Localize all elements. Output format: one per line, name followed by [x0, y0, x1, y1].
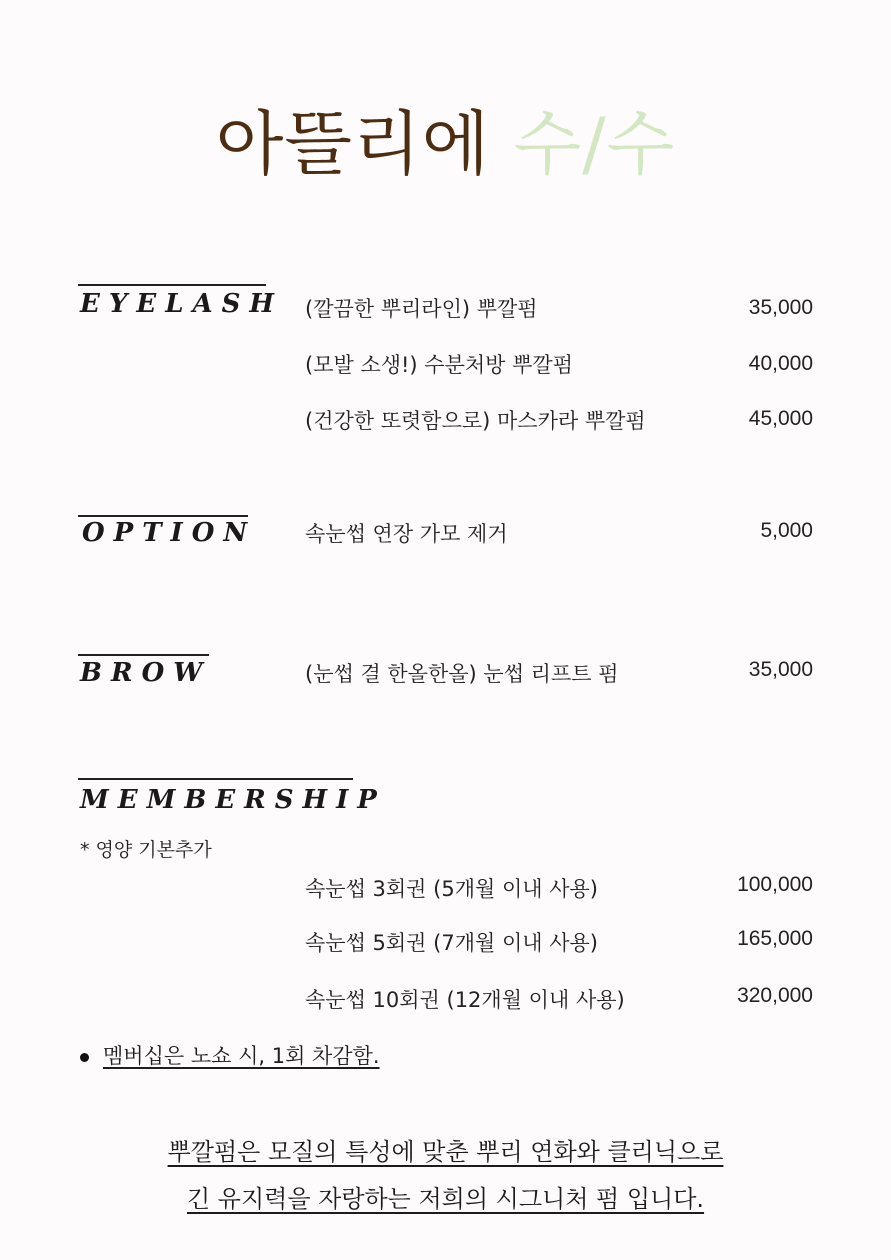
menu-item-price: 45,000 — [748, 407, 813, 430]
section-label-brow: BROW — [80, 658, 212, 688]
menu-item-price: 35,000 — [748, 658, 813, 681]
noshow-notice-text: 멤버십은 노쇼 시, 1회 차감함. — [103, 1044, 380, 1068]
menu-item-price: 40,000 — [748, 352, 813, 375]
menu-item-name: (건강한 또렷함으로) 마스카라 뿌깔펌 — [305, 409, 646, 433]
menu-item-name: 속눈썹 10회권 (12개월 이내 사용) — [305, 988, 625, 1012]
bullet-icon — [80, 1053, 89, 1062]
menu-item-name: (눈썹 결 한올한올) 눈썹 리프트 펌 — [305, 662, 619, 686]
menu-item-price: 100,000 — [737, 873, 813, 896]
menu-item-price: 35,000 — [748, 296, 813, 319]
menu-item-price: 5,000 — [760, 519, 813, 542]
menu-item-name: 속눈썹 5회권 (7개월 이내 사용) — [305, 931, 598, 955]
menu-item-price: 320,000 — [737, 984, 813, 1007]
eyelash-rule — [78, 284, 266, 286]
menu-item-name: 속눈썹 연장 가모 제거 — [305, 522, 508, 546]
menu-item-price: 165,000 — [737, 927, 813, 950]
closing-line-1: 뿌깔펌은 모질의 특성에 맞춘 뿌리 연화와 클리닉으로 — [167, 1138, 724, 1166]
section-label-eyelash: EYELASH — [80, 289, 283, 319]
menu-item-name: (모발 소생!) 수분처방 뿌깔펌 — [305, 353, 573, 377]
option-rule — [78, 515, 248, 517]
noshow-notice — [80, 1040, 380, 1070]
page-title — [0, 88, 891, 189]
menu-item-name: (깔끔한 뿌리라인) 뿌깔펌 — [305, 297, 538, 321]
brow-rule — [78, 654, 209, 656]
membership-note: * 영양 기본추가 — [80, 839, 212, 861]
brand-accent: 수/수 — [513, 103, 676, 185]
closing-line-2: 긴 유지력을 자랑하는 저희의 시그니처 펌 입니다. — [186, 1185, 705, 1213]
brand-name: 아뜰리에 — [215, 103, 491, 185]
section-label-membership: MEMBERSHIP — [80, 785, 386, 815]
menu-item-name: 속눈썹 3회권 (5개월 이내 사용) — [305, 877, 598, 901]
section-label-option: OPTION — [82, 518, 257, 548]
membership-rule — [78, 778, 353, 780]
